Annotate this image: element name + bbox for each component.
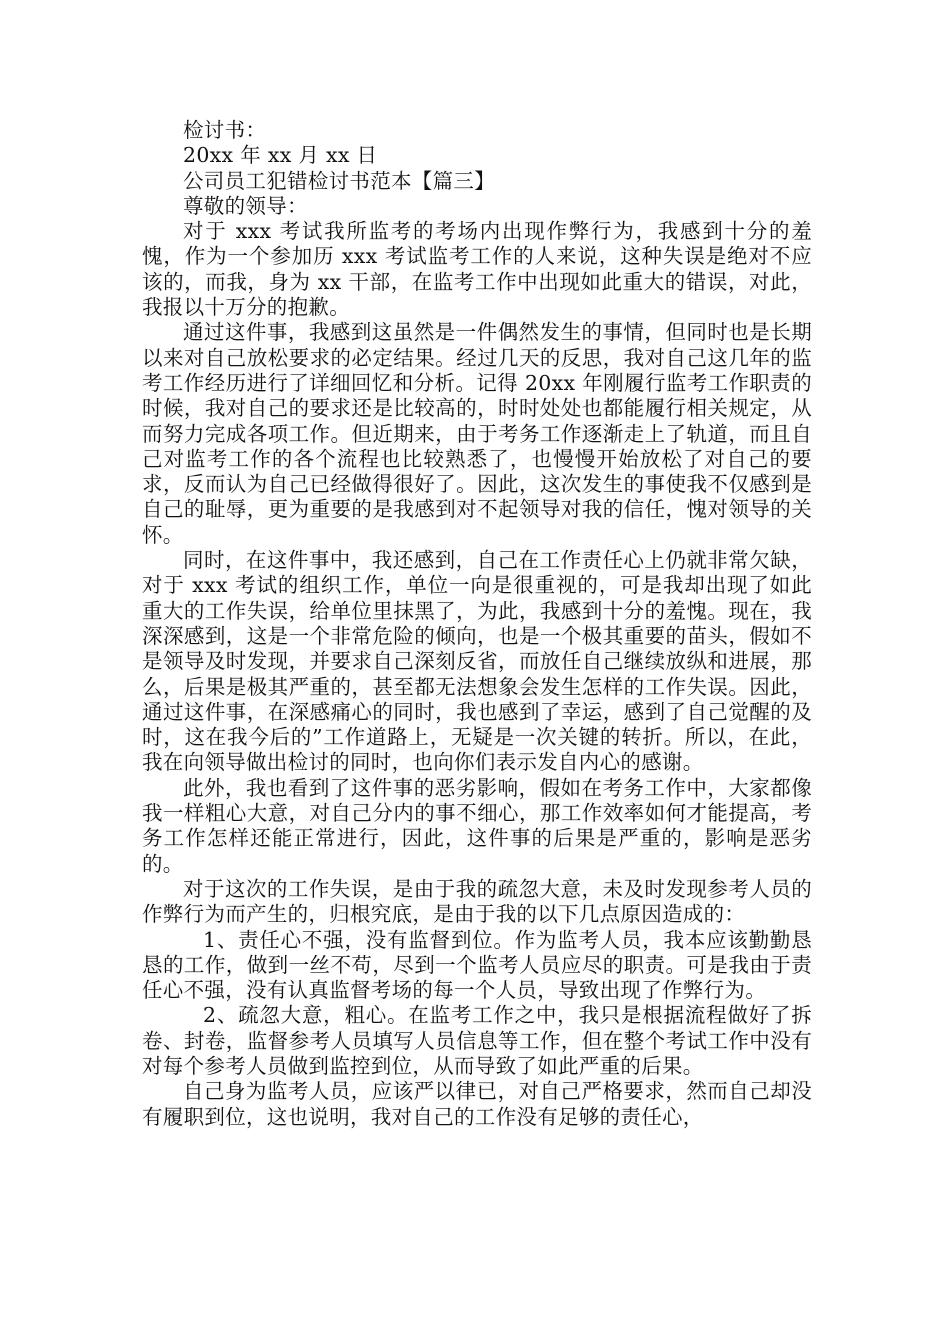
paragraph: 此外，我也看到了这件事的恶劣影响，假如在考务工作中，大家都像我一样粗心大意，对自己分内的事不细心，那工作效率如何才能提高，考务工作怎样还能正常进行，因此，这件事的后果是严重的，影响是恶劣的。 xyxy=(142,775,812,876)
closing-paragraph: 自己身为监考人员，应该严以律已，对自己严格要求，然而自己却没有履职到位，这也说明，我对自己的工作没有足够的责任心， xyxy=(142,1079,812,1129)
list-item: 1、责任心不强，没有监督到位。作为监考人员，我本应该勤勤恳恳的工作，做到一丝不苟，尽到一个监考人员应尽的职责。可是我由于责任心不强，没有认真监督考场的每一个人员，导致出现了作弊行为。 xyxy=(142,927,812,1003)
doc-salutation: 尊敬的领导： xyxy=(183,193,308,218)
paragraph: 对于这次的工作失误，是由于我的疏忽大意，未及时发现参考人员的作弊行为而产生的，归根究底，是由于我的以下几点原因造成的： xyxy=(142,876,812,927)
list-item: 2、疏忽大意，粗心。在监考工作之中，我只是根据流程做好了拆卷、封卷，监督参考人员填写人员信息等工作，但在整个考试工作中没有对每个参考人员做到监控到位，从而导致了如此严重的后果。 xyxy=(142,1003,812,1078)
doc-date: 20xx 年 xx 月 xx 日 xyxy=(183,143,378,168)
paragraph: 同时，在这件事中，我还感到，自己在工作责任心上仍就非常欠缺，对于 xxx 考试的组织工作，单位一向是很重视的，可是我却出现了如此重大的工作失误，给单位里抹黑了，为此，我感到十分的羞愧。现在，我深深感到，这是一个非常危险的倾向，也是一个极其重要的苗头，假如不是领导及时发现，并要求自己深刻反省，而放任自己继续放纵和进展，那么，后果是极其严重的，甚至都无法想象会发生怎样的工作失误。因此，通过这件事，在深感痛心的同时，我也感到了幸运，感到了自己觉醒的及时，这在我今后的”工作道路上，无疑是一次关键的转折。所以，在此，我在向领导做出检讨的同时，也向你们表示发自内心的感谢。 xyxy=(142,548,812,775)
doc-title: 公司员工犯错检讨书范本【篇三】 xyxy=(183,168,495,193)
doc-heading: 检讨书： xyxy=(183,118,267,142)
document-page xyxy=(142,118,812,1130)
paragraph: 通过这件事，我感到这虽然是一件偶然发生的事情，但同时也是长期以来对自己放松要求的必定结果。经过几天的反思，我对自己这几年的监考工作经历进行了详细回忆和分析。记得 20xx 年刚履行监考工作职责的时候，我对自己的要求还是比较高的，时时处处也都能履行相关规定，从而努力完成各项工作。但近期来，由于考务工作逐渐走上了轨道，而且自己对监考工作的各个流程也比较熟悉了，也慢慢开始放松了对自己的要求，反而认为自己已经做得很好了。因此，这次发生的事使我不仅感到是自己的耻辱，更为重要的是我感到对不起领导对我的信任，愧对领导的关怀。 xyxy=(142,320,812,547)
paragraph: 对于 xxx 考试我所监考的考场内出现作弊行为，我感到十分的羞愧，作为一个参加历 xxx 考试监考工作的人来说，这种失误是绝对不应该的，而我，身为 xx 干部，在监考工作中出现如此重大的错误，对此，我报以十万分的抱歉。 xyxy=(142,219,812,320)
